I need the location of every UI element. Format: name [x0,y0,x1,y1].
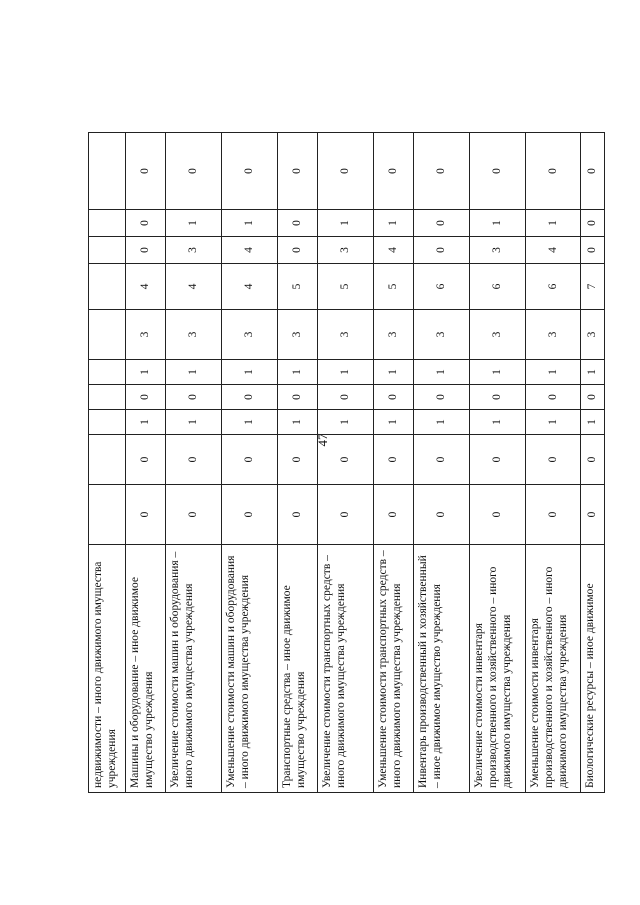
value-cell: 6 [526,264,581,310]
row-label: Увеличение стоимости машин и оборудования – иного движимого имущества учреждения [166,545,222,793]
value-cell: 5 [278,264,318,310]
value-cell: 0 [526,435,581,485]
value-cell: 3 [166,237,222,264]
value-cell [89,410,126,435]
value-cell: 0 [126,210,166,237]
value-cell: 0 [470,385,526,410]
account-table [88,132,605,793]
value-cell: 1 [526,410,581,435]
value-cell: 3 [318,310,374,360]
value-cell: 1 [222,410,278,435]
row-label: Машины и оборудование – иное движимое имущество учреждения [126,545,166,793]
value-cell: 0 [166,385,222,410]
value-cell: 0 [166,133,222,210]
value-cell: 1 [318,360,374,385]
value-cell: 1 [126,410,166,435]
value-cell: 6 [414,264,470,310]
value-cell: 0 [126,133,166,210]
value-cell: 0 [526,133,581,210]
value-cell: 0 [126,237,166,264]
value-cell [89,237,126,264]
value-cell: 0 [414,237,470,264]
value-cell: 1 [278,410,318,435]
value-cell: 3 [278,310,318,360]
value-cell: 0 [166,485,222,545]
value-cell: 1 [374,360,414,385]
row-label: недвижимости – иного движимого имущества учреждения [89,545,126,793]
value-cell: 0 [318,485,374,545]
value-cell: 0 [222,133,278,210]
value-cell: 0 [126,485,166,545]
value-cell: 0 [374,133,414,210]
row-label: Уменьшение стоимости машин и оборудования – иного движимого имущества учреждения [222,545,278,793]
value-cell: 1 [278,360,318,385]
value-cell: 0 [222,385,278,410]
value-cell: 1 [222,360,278,385]
table-row [414,133,470,793]
value-cell: 3 [470,310,526,360]
value-cell: 1 [526,210,581,237]
table-row [126,133,166,793]
value-cell: 3 [222,310,278,360]
value-cell: 7 [581,264,605,310]
value-cell: 1 [166,360,222,385]
value-cell: 1 [414,360,470,385]
value-cell: 3 [166,310,222,360]
value-cell: 4 [526,237,581,264]
value-cell: 0 [278,133,318,210]
value-cell: 1 [166,410,222,435]
value-cell [89,310,126,360]
row-label: Инвентарь производственный и хозяйственный – иное движимое имущество учреждения [414,545,470,793]
value-cell: 0 [278,237,318,264]
table-row [526,133,581,793]
table-row [581,133,605,793]
value-cell: 4 [126,264,166,310]
value-cell [89,385,126,410]
value-cell: 3 [414,310,470,360]
value-cell: 0 [126,385,166,410]
value-cell: 1 [526,360,581,385]
value-cell: 0 [126,435,166,485]
value-cell: 1 [470,360,526,385]
value-cell: 0 [318,385,374,410]
value-cell: 0 [222,435,278,485]
value-cell: 0 [166,435,222,485]
value-cell: 0 [470,133,526,210]
value-cell: 0 [470,435,526,485]
value-cell: 3 [318,237,374,264]
value-cell: 0 [278,385,318,410]
value-cell: 0 [374,485,414,545]
row-label: Транспортные средства – иное движимое имущество учреждения [278,545,318,793]
value-cell: 0 [581,210,605,237]
value-cell: 1 [318,210,374,237]
row-label: Увеличение стоимости транспортных средств – иного движимого имущества учреждения [318,545,374,793]
value-cell: 3 [470,237,526,264]
value-cell: 0 [414,210,470,237]
value-cell: 0 [526,485,581,545]
row-label: Уменьшение стоимости инвентаря производственного и хозяйственного – иного движимого имущества учреждения [526,545,581,793]
value-cell: 1 [414,410,470,435]
value-cell [89,133,126,210]
value-cell: 3 [526,310,581,360]
value-cell: 1 [222,210,278,237]
value-cell: 4 [222,264,278,310]
value-cell: 0 [318,133,374,210]
value-cell: 0 [374,435,414,485]
table-row [278,133,318,793]
value-cell: 1 [318,410,374,435]
value-cell: 0 [414,133,470,210]
row-label: Увеличение стоимости инвентаря производственного и хозяйственного – иного движимого имущества учреждения [470,545,526,793]
row-label: Уменьшение стоимости транспортных средств – иного движимого имущества учреждения [374,545,414,793]
value-cell [89,360,126,385]
value-cell: 0 [278,485,318,545]
value-cell: 1 [581,410,605,435]
value-cell: 1 [374,410,414,435]
table-row [222,133,278,793]
value-cell: 3 [581,310,605,360]
value-cell: 0 [581,485,605,545]
table-row [470,133,526,793]
rotated-table-container [88,133,599,793]
value-cell: 1 [470,210,526,237]
row-label: Биологические ресурсы – иное движимое [581,545,605,793]
table-row [374,133,414,793]
value-cell: 4 [166,264,222,310]
value-cell: 0 [278,210,318,237]
value-cell: 0 [414,485,470,545]
value-cell: 0 [526,385,581,410]
value-cell: 0 [278,435,318,485]
value-cell: 0 [318,435,374,485]
value-cell: 0 [222,485,278,545]
value-cell: 4 [374,237,414,264]
value-cell: 0 [374,385,414,410]
table-row [318,133,374,793]
value-cell: 4 [222,237,278,264]
value-cell [89,210,126,237]
value-cell: 0 [470,485,526,545]
value-cell: 5 [374,264,414,310]
value-cell: 1 [166,210,222,237]
page-number: 47 [315,433,330,447]
table-row [89,133,126,793]
value-cell: 0 [581,385,605,410]
value-cell: 1 [470,410,526,435]
value-cell: 0 [414,385,470,410]
value-cell: 1 [126,360,166,385]
value-cell: 0 [414,435,470,485]
value-cell [89,264,126,310]
value-cell [89,435,126,485]
value-cell: 5 [318,264,374,310]
value-cell: 3 [374,310,414,360]
table-body [89,133,605,793]
value-cell: 0 [581,237,605,264]
value-cell: 0 [581,435,605,485]
value-cell: 3 [126,310,166,360]
value-cell: 0 [581,133,605,210]
value-cell [89,485,126,545]
value-cell: 1 [581,360,605,385]
value-cell: 6 [470,264,526,310]
table-row [166,133,222,793]
value-cell: 1 [374,210,414,237]
